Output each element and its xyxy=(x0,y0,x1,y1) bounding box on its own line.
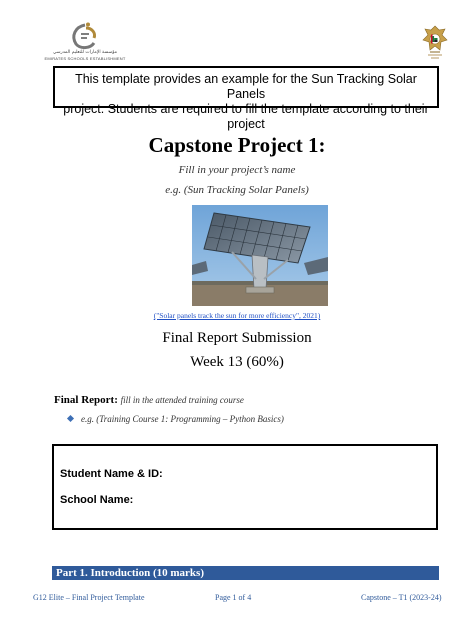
ese-logo-icon xyxy=(66,22,104,50)
notice-line-2: project. Students are required to fill the template according to their project xyxy=(63,102,429,131)
school-name-label[interactable]: School Name: xyxy=(60,494,134,506)
submission-title: Final Report Submission xyxy=(162,330,312,346)
uae-emblem-icon xyxy=(422,24,448,60)
ese-english-text: EMIRATES SCHOOLS ESTABLISHMENT xyxy=(44,56,126,61)
section-heading-part-1: Part 1. Introduction (10 marks) xyxy=(52,566,439,580)
training-course-bullet xyxy=(68,414,284,424)
image-caption-link[interactable]: ("Solar panels track the sun for more efficiency", 2021) xyxy=(153,311,321,320)
emirates-schools-logo xyxy=(38,22,132,62)
project-name-hint: Fill in your project’s name xyxy=(178,164,296,176)
notice-line-1: This template provides an example for the Sun Tracking Solar Panels xyxy=(75,72,417,101)
submission-week: Week 13 (60%) xyxy=(190,354,284,370)
footer-page-number: Page 1 of 4 xyxy=(215,593,252,602)
bullet-diamond-icon xyxy=(67,415,74,422)
student-name-label[interactable]: Student Name & ID: xyxy=(60,468,163,480)
final-report-hint: fill in the attended training course xyxy=(120,395,244,405)
student-info-box xyxy=(52,444,438,530)
solar-panel-photo xyxy=(192,205,328,306)
footer-left: G12 Elite – Final Project Template xyxy=(33,593,145,602)
page-title: Capstone Project 1: xyxy=(148,133,326,157)
footer-right: Capstone – T1 (2023-24) xyxy=(361,593,442,602)
project-name-example: e.g. (Sun Tracking Solar Panels) xyxy=(165,184,309,196)
final-report-line xyxy=(54,394,244,406)
training-course-example: e.g. (Training Course 1: Programming – Python Basics) xyxy=(81,414,284,424)
ese-arabic-text: مؤسسة الإمارات للتعليم المدرسي xyxy=(53,50,117,55)
final-report-label: Final Report: xyxy=(54,394,118,406)
template-notice-box xyxy=(53,66,439,131)
